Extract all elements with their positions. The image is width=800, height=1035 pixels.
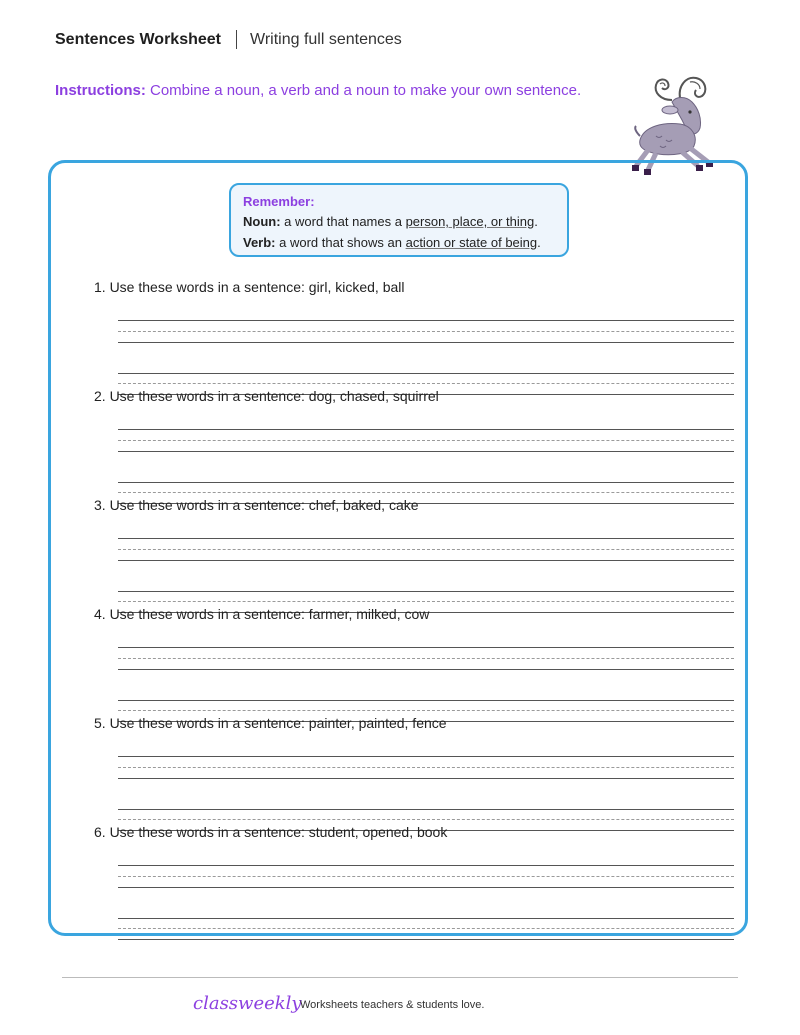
writing-line[interactable] <box>118 591 734 592</box>
writing-line[interactable] <box>118 560 734 561</box>
writing-line[interactable] <box>118 342 734 343</box>
remember-box <box>229 183 569 257</box>
noun-term: Noun: <box>243 214 281 229</box>
writing-line[interactable] <box>118 373 734 374</box>
writing-line[interactable] <box>118 320 734 321</box>
writing-line[interactable] <box>118 451 734 452</box>
question-1: 1. Use these words in a sentence: girl, kicked, ball <box>94 279 405 295</box>
writing-line[interactable] <box>118 939 734 940</box>
writing-line[interactable] <box>118 809 734 810</box>
writing-guide <box>118 549 734 550</box>
verb-example: action or state of being <box>405 235 538 250</box>
brand-logo: classweekly <box>193 993 302 1014</box>
writing-guide <box>118 601 734 602</box>
writing-guide <box>118 819 734 820</box>
worksheet-title: Sentences Worksheet <box>55 30 221 48</box>
worksheet-subtitle: Writing full sentences <box>250 30 402 48</box>
header-divider <box>236 30 237 49</box>
footer-tagline: Worksheets teachers & students love. <box>300 999 485 1011</box>
writing-line[interactable] <box>118 865 734 866</box>
verb-text: a word that shows an <box>275 235 406 250</box>
writing-guide <box>118 767 734 768</box>
noun-definition <box>243 211 555 232</box>
remember-title: Remember: <box>243 194 315 209</box>
question-5: 5. Use these words in a sentence: painter, painted, fence <box>94 715 447 731</box>
writing-line[interactable] <box>118 778 734 779</box>
writing-line[interactable] <box>118 647 734 648</box>
writing-line[interactable] <box>118 538 734 539</box>
writing-line[interactable] <box>118 482 734 483</box>
question-2: 2. Use these words in a sentence: dog, chased, squirrel <box>94 388 439 404</box>
writing-line[interactable] <box>118 700 734 701</box>
writing-line[interactable] <box>118 887 734 888</box>
writing-guide <box>118 658 734 659</box>
noun-example: person, place, or thing <box>405 214 535 229</box>
writing-guide <box>118 928 734 929</box>
noun-end: . <box>534 214 538 229</box>
verb-term: Verb: <box>243 235 276 250</box>
question-6: 6. Use these words in a sentence: student, opened, book <box>94 824 448 840</box>
question-4: 4. Use these words in a sentence: farmer, milked, cow <box>94 606 430 622</box>
noun-text: a word that names a <box>280 214 406 229</box>
writing-guide <box>118 492 734 493</box>
worksheet-header <box>55 30 402 49</box>
verb-definition <box>243 232 555 253</box>
writing-guide <box>118 876 734 877</box>
verb-end: . <box>537 235 541 250</box>
writing-guide <box>118 331 734 332</box>
writing-line[interactable] <box>118 669 734 670</box>
writing-guide <box>118 710 734 711</box>
writing-line[interactable] <box>118 918 734 919</box>
instructions-text: Combine a noun, a verb and a noun to make your own sentence. <box>145 82 582 99</box>
writing-guide <box>118 383 734 384</box>
instructions-label: Instructions: <box>55 82 146 99</box>
writing-line[interactable] <box>118 756 734 757</box>
instructions <box>55 82 581 99</box>
question-3: 3. Use these words in a sentence: chef, baked, cake <box>94 497 419 513</box>
footer-divider <box>62 977 738 978</box>
writing-line[interactable] <box>118 429 734 430</box>
writing-guide <box>118 440 734 441</box>
